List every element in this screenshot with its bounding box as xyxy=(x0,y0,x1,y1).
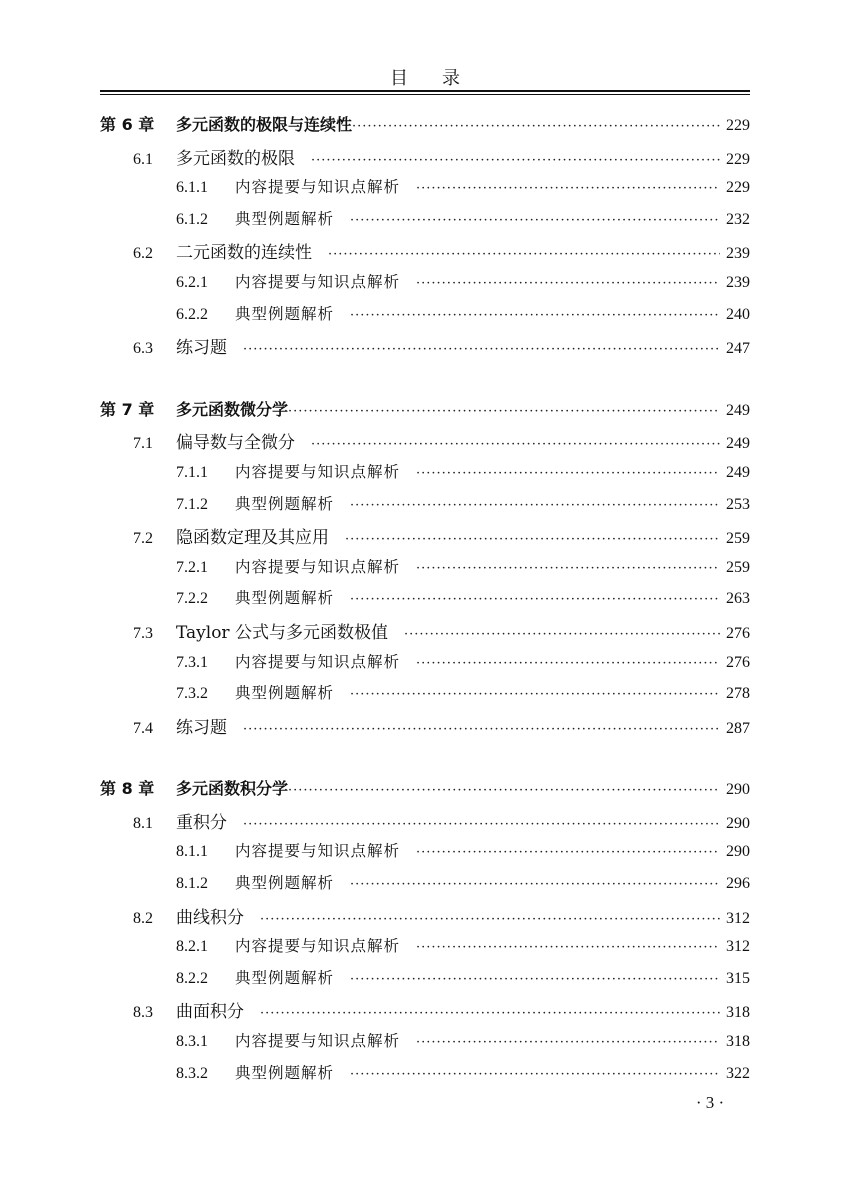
entry-page: 287 xyxy=(726,719,750,737)
dot-leader xyxy=(243,342,720,357)
entry-title: 隐函数定理及其应用 xyxy=(176,528,329,549)
entry-title: 内容提要与知识点解析 xyxy=(235,272,401,291)
entry-page: 232 xyxy=(726,210,750,228)
toc-section-entry[interactable] xyxy=(100,997,750,1029)
entry-title: 典型例题解析 xyxy=(235,968,335,987)
entry-page: 259 xyxy=(726,530,750,548)
entry-title: 偏导数与全微分 xyxy=(176,433,295,454)
entry-number: 8.2 xyxy=(133,909,153,927)
dot-leader xyxy=(416,181,720,196)
entry-title: 内容提要与知识点解析 xyxy=(235,1032,401,1051)
entry-number: 8.3 xyxy=(133,1004,153,1022)
toc-subsection-entry[interactable] xyxy=(100,1029,750,1061)
entry-page: 249 xyxy=(726,401,750,419)
dot-leader xyxy=(350,972,720,987)
dot-leader xyxy=(243,722,720,737)
entry-title: 内容提要与知识点解析 xyxy=(235,842,401,861)
entry-title: 多元函数的极限 xyxy=(176,148,295,169)
dot-leader xyxy=(243,817,720,832)
entry-number: 7.1 xyxy=(133,435,153,453)
entry-title: 曲面积分 xyxy=(176,1002,244,1023)
entry-number: 6.1 xyxy=(133,150,153,168)
toc-subsection-entry[interactable] xyxy=(100,555,750,587)
header-rule-thick xyxy=(100,90,750,92)
entry-number: 7.3.1 xyxy=(176,653,208,671)
entry-title: 二元函数的连续性 xyxy=(176,243,312,264)
dot-leader xyxy=(350,1067,720,1082)
entry-number: 6.2.2 xyxy=(176,305,208,323)
entry-title: 多元函数的极限与连续性 xyxy=(176,115,353,134)
dot-leader xyxy=(416,656,720,671)
toc-section-entry[interactable] xyxy=(100,333,750,365)
dot-leader xyxy=(352,119,720,134)
entry-number: 7.1.1 xyxy=(176,463,208,481)
toc-chapter-entry[interactable] xyxy=(100,112,750,144)
dot-leader xyxy=(311,437,720,452)
page-number: · 3 · xyxy=(695,1093,725,1112)
entry-number: 8.2.1 xyxy=(176,938,208,956)
toc-subsection-entry[interactable] xyxy=(100,839,750,871)
entry-page: 259 xyxy=(726,558,750,576)
toc-subsection-entry[interactable] xyxy=(100,586,750,618)
entry-title: 内容提要与知识点解析 xyxy=(235,652,401,671)
dot-leader xyxy=(311,153,720,168)
entry-page: 276 xyxy=(726,653,750,671)
page-header xyxy=(100,62,750,92)
entry-title: 典型例题解析 xyxy=(235,1063,335,1082)
entry-number: 8.1 xyxy=(133,814,153,832)
entry-title: 多元函数微分学 xyxy=(176,399,289,419)
entry-number: 第 7 章 xyxy=(100,399,155,419)
entry-title: 内容提要与知识点解析 xyxy=(235,557,401,576)
dot-leader xyxy=(416,845,720,860)
entry-page: 253 xyxy=(726,495,750,513)
dot-leader xyxy=(345,532,720,547)
dot-leader xyxy=(416,466,720,481)
entry-title: 曲线积分 xyxy=(176,907,244,928)
entry-number: 7.2 xyxy=(133,530,153,548)
toc-section-entry[interactable] xyxy=(100,903,750,935)
entry-page: 263 xyxy=(726,590,750,608)
entry-number: 6.2.1 xyxy=(176,273,208,291)
dot-leader xyxy=(350,308,720,323)
entry-title: 典型例题解析 xyxy=(235,874,335,893)
entry-number: 8.3.2 xyxy=(176,1064,208,1082)
entry-page: 239 xyxy=(726,273,750,291)
toc-section-entry[interactable] xyxy=(100,618,750,650)
dot-leader xyxy=(350,687,720,702)
toc-subsection-entry[interactable] xyxy=(100,460,750,492)
entry-page: 315 xyxy=(726,969,750,987)
entry-number: 第 6 章 xyxy=(100,115,155,134)
entry-number: 6.3 xyxy=(133,340,153,358)
entry-page: 318 xyxy=(726,1004,750,1022)
toc-subsection-entry[interactable] xyxy=(100,966,750,998)
entry-title: 练习题 xyxy=(176,717,227,738)
entry-page: 322 xyxy=(726,1064,750,1082)
dot-leader xyxy=(260,1006,720,1021)
toc-section-entry[interactable] xyxy=(100,238,750,270)
entry-page: 290 xyxy=(726,843,750,861)
entry-number: 6.1.1 xyxy=(176,179,208,197)
entry-title: 多元函数积分学 xyxy=(176,779,289,799)
entry-title: 重积分 xyxy=(176,812,227,833)
entry-title: 典型例题解析 xyxy=(235,589,335,608)
dot-leader xyxy=(288,783,720,798)
entry-number: 7.1.2 xyxy=(176,495,208,513)
entry-title: 练习题 xyxy=(176,338,227,359)
dot-leader xyxy=(350,592,720,607)
chapter-block xyxy=(100,397,750,745)
entry-number: 8.1.2 xyxy=(176,875,208,893)
toc-subsection-entry[interactable] xyxy=(100,934,750,966)
entry-page: 247 xyxy=(726,340,750,358)
toc-subsection-entry[interactable] xyxy=(100,681,750,713)
toc-subsection-entry[interactable] xyxy=(100,1061,750,1093)
toc-subsection-entry[interactable] xyxy=(100,492,750,524)
table-of-contents xyxy=(100,112,750,1092)
entry-number: 7.3.2 xyxy=(176,685,208,703)
entry-page: 229 xyxy=(726,150,750,168)
dot-leader xyxy=(260,912,720,927)
toc-section-entry[interactable] xyxy=(100,144,750,176)
entry-page: 276 xyxy=(726,624,750,642)
entry-title: 内容提要与知识点解析 xyxy=(235,462,401,481)
entry-page: 290 xyxy=(726,781,750,799)
header-rule-thin xyxy=(100,94,750,95)
entry-number: 8.2.2 xyxy=(176,969,208,987)
entry-page: 318 xyxy=(726,1033,750,1051)
toc-section-entry[interactable] xyxy=(100,808,750,840)
toc-subsection-entry[interactable] xyxy=(100,871,750,903)
toc-section-entry[interactable] xyxy=(100,523,750,555)
entry-page: 296 xyxy=(726,875,750,893)
entry-title: Taylor 公式与多元函数极值 xyxy=(176,622,388,643)
toc-subsection-entry[interactable] xyxy=(100,207,750,239)
toc-subsection-entry[interactable] xyxy=(100,175,750,207)
toc-section-entry[interactable] xyxy=(100,713,750,745)
entry-page: 239 xyxy=(726,245,750,263)
chapter-block xyxy=(100,112,750,365)
toc-section-entry[interactable] xyxy=(100,428,750,460)
entry-title: 典型例题解析 xyxy=(235,209,335,228)
toc-subsection-entry[interactable] xyxy=(100,270,750,302)
dot-leader xyxy=(288,404,720,419)
dot-leader xyxy=(416,940,720,955)
entry-page: 240 xyxy=(726,305,750,323)
dot-leader xyxy=(404,627,720,642)
entry-title: 内容提要与知识点解析 xyxy=(235,937,401,956)
toc-chapter-entry[interactable] xyxy=(100,776,750,808)
entry-page: 312 xyxy=(726,938,750,956)
entry-page: 229 xyxy=(726,117,750,134)
entry-number: 7.2.2 xyxy=(176,590,208,608)
dot-leader xyxy=(350,498,720,513)
toc-chapter-entry[interactable] xyxy=(100,397,750,429)
entry-number: 7.3 xyxy=(133,624,153,642)
dot-leader xyxy=(416,561,720,576)
toc-subsection-entry[interactable] xyxy=(100,650,750,682)
entry-page: 312 xyxy=(726,909,750,927)
entry-page: 290 xyxy=(726,814,750,832)
dot-leader xyxy=(328,247,720,262)
entry-number: 第 8 章 xyxy=(100,779,155,799)
entry-title: 典型例题解析 xyxy=(235,684,335,703)
dot-leader xyxy=(350,213,720,228)
entry-title: 典型例题解析 xyxy=(235,494,335,513)
entry-page: 229 xyxy=(726,179,750,197)
entry-number: 7.4 xyxy=(133,719,153,737)
entry-number: 8.3.1 xyxy=(176,1033,208,1051)
dot-leader xyxy=(350,877,720,892)
entry-number: 6.2 xyxy=(133,245,153,263)
entry-number: 8.1.1 xyxy=(176,843,208,861)
dot-leader xyxy=(416,276,720,291)
entry-page: 278 xyxy=(726,685,750,703)
dot-leader xyxy=(416,1035,720,1050)
entry-page: 249 xyxy=(726,463,750,481)
chapter-block xyxy=(100,776,750,1092)
entry-title: 内容提要与知识点解析 xyxy=(235,178,401,197)
toc-subsection-entry[interactable] xyxy=(100,302,750,334)
entry-number: 7.2.1 xyxy=(176,558,208,576)
page-title: 目录 xyxy=(390,68,494,89)
entry-page: 249 xyxy=(726,435,750,453)
entry-title: 典型例题解析 xyxy=(235,304,335,323)
entry-number: 6.1.2 xyxy=(176,210,208,228)
